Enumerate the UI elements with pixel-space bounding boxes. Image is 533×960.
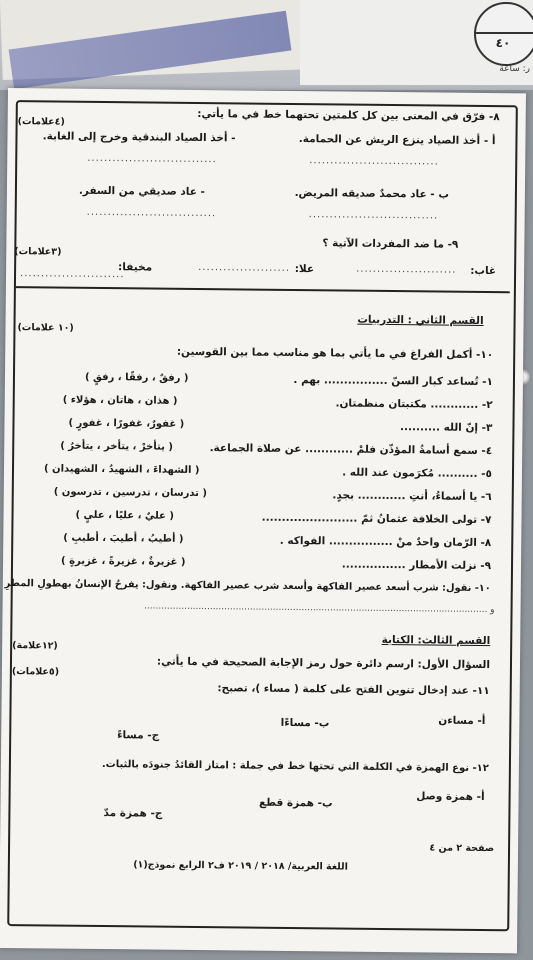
q10-line-4: ٤- سمع أسامةُ المؤذّن فلمْ ............ عن صلاة الجماعة.: [209, 442, 493, 458]
q11-option-a[interactable]: أ- مساءن: [438, 714, 486, 728]
section3-sub-title: السؤال الأول: ارسم دائرة حول رمز الإجابة الصحيحة في ما يأتي:: [156, 655, 491, 672]
q9-word-3-answer[interactable]: .........................: [19, 268, 125, 281]
q9-title: ٩- ما ضد المفردات الآتية ؟: [322, 237, 459, 251]
exam-sheet: [0, 88, 526, 953]
section3-title: القسم الثالث: الكتابة: [381, 633, 491, 648]
q10-title: ١٠- أكمل الفراغ في ما يأتي بما هو مناسب مما بين القوسين:: [176, 345, 494, 362]
q10-options-7: ( عليٌ ، عليًا ، عليٍ ): [75, 509, 175, 522]
q10-options-5: ( الشهداءَ ، الشهيدُ ، الشهيدان ): [43, 463, 200, 477]
q11-text: ١١- عند إدخال تنوين الفتح على كلمة ( مساء )، تصبح:: [217, 682, 490, 698]
section2-marks: (١٠ علامات): [17, 322, 74, 334]
q8-b2-answer[interactable]: ...............................: [86, 206, 217, 220]
q10-line-2: ٢- ............ مكتبتان منظمتان.: [335, 397, 493, 412]
q10-options-1: ( رفقٌ ، رفقًا ، رفقٍ ): [84, 371, 189, 384]
background-circle-number: ٤٠: [495, 36, 511, 50]
q9-word-2-answer[interactable]: ......................: [198, 262, 291, 274]
q12-option-c[interactable]: ج- همزة مدّ: [103, 807, 163, 820]
q10-options-3: ( غفورٌ، غفورًا ، غفورٍ ): [68, 417, 185, 430]
q10-options-4: ( يتأخرْ ، يتأخر ، يتأخرُ ): [60, 440, 173, 453]
q9-marks: (٣علامات): [14, 246, 62, 258]
q8-a1-answer[interactable]: ...............................: [309, 155, 439, 168]
q10-line-3: ٣- إنّ الله ..........: [400, 421, 493, 435]
q8-marks: (٤علامات): [17, 116, 65, 128]
q12-option-b[interactable]: ب- همزة قطع: [258, 796, 333, 810]
q9-word-3: مخيفا:: [118, 261, 153, 274]
q10-line-10-answer[interactable]: و ........................................................................................................................: [144, 601, 495, 616]
q11-option-b[interactable]: ب- مساءًا: [280, 716, 330, 730]
footer-subject: اللغة العربية/ ٢٠١٨ / ٢٠١٩ ف٢ الرابع نموذج(١): [133, 859, 348, 873]
q8-b1-answer[interactable]: ...............................: [308, 209, 439, 222]
section2-title: القسم الثاني : التدريبات: [357, 313, 484, 327]
q10-options-2: ( هذان ، هاتان ، هؤلاء ): [62, 394, 178, 407]
q10-line-9: ٩- نزلت الأمطار ................: [341, 558, 492, 573]
section3-marks: (١٢علامة): [12, 640, 58, 652]
q10-options-6: ( تدرسان ، تدرسين ، تدرسون ): [53, 486, 207, 500]
q10-line-8: ٨- الرّمان واحدٌ منْ ................ الفواكه .: [279, 534, 492, 550]
q8-a2-answer[interactable]: ...............................: [87, 152, 217, 166]
q8-a2: - أخذ الصياد البندقية وخرج إلى الغابة.: [42, 130, 236, 145]
q8-b2: - عاد صديقي من السفر.: [78, 184, 205, 199]
footer-page-number: صفحة ٢ من ٤: [429, 842, 495, 855]
q8-a1: أ - أخذ الصياد ينزع الريش عن الحمامة.: [298, 133, 496, 148]
q8-b1: ب - عاد محمدٌ صديقه المريض.: [294, 187, 449, 201]
q10-options-8: ( أطيبُ ، أطيبَ ، أطيبِ ): [63, 532, 184, 545]
background-label: ر: ساعة: [499, 64, 530, 74]
q9-word-2: علا:: [294, 263, 315, 276]
q10-line-5: ٥- .......... مُكرَمون عند الله .: [342, 466, 493, 481]
section3-sub-marks: (٥علامات): [11, 666, 60, 678]
q10-line-10: ١٠- نقول: شرب أسعد عصير الفاكهة وأسعد شرب عصير الفاكهة. ونقول: يفرحُ الإنسانُ بهطولِ المطرِ: [4, 577, 491, 595]
q10-line-6: ٦- يا أسماءُ، أنتِ ............ بجدٍ.: [332, 489, 492, 504]
q12-option-a[interactable]: أ- همزة وصل: [416, 790, 485, 804]
q8-title: ٨- فرّق في المعنى بين كل كلمتين تحتهما خط في ما يأتي:: [197, 107, 500, 124]
q9-word-1-answer[interactable]: ........................: [356, 263, 457, 276]
q9-word-1: غاب:: [470, 264, 497, 278]
background-circle-line: [474, 32, 533, 34]
q10-options-9: ( غزيرةٌ ، غزيرةً ، غزيرةٍ ): [60, 555, 186, 568]
q11-option-c[interactable]: ج- مساءً: [117, 729, 160, 742]
q10-line-1: ١- تُساعد كبار السنّ ................ بهم .: [293, 374, 494, 389]
background-circle-mark: [474, 2, 533, 66]
q10-line-7: ٧- تولى الخلافة عثمانُ ثمّ ........................: [261, 511, 492, 527]
q12-text: ١٢- نوع الهمزة في الكلمة التي تحتها خط في جملة : امتاز القائدُ جنودَه بالثبات.: [101, 759, 489, 775]
